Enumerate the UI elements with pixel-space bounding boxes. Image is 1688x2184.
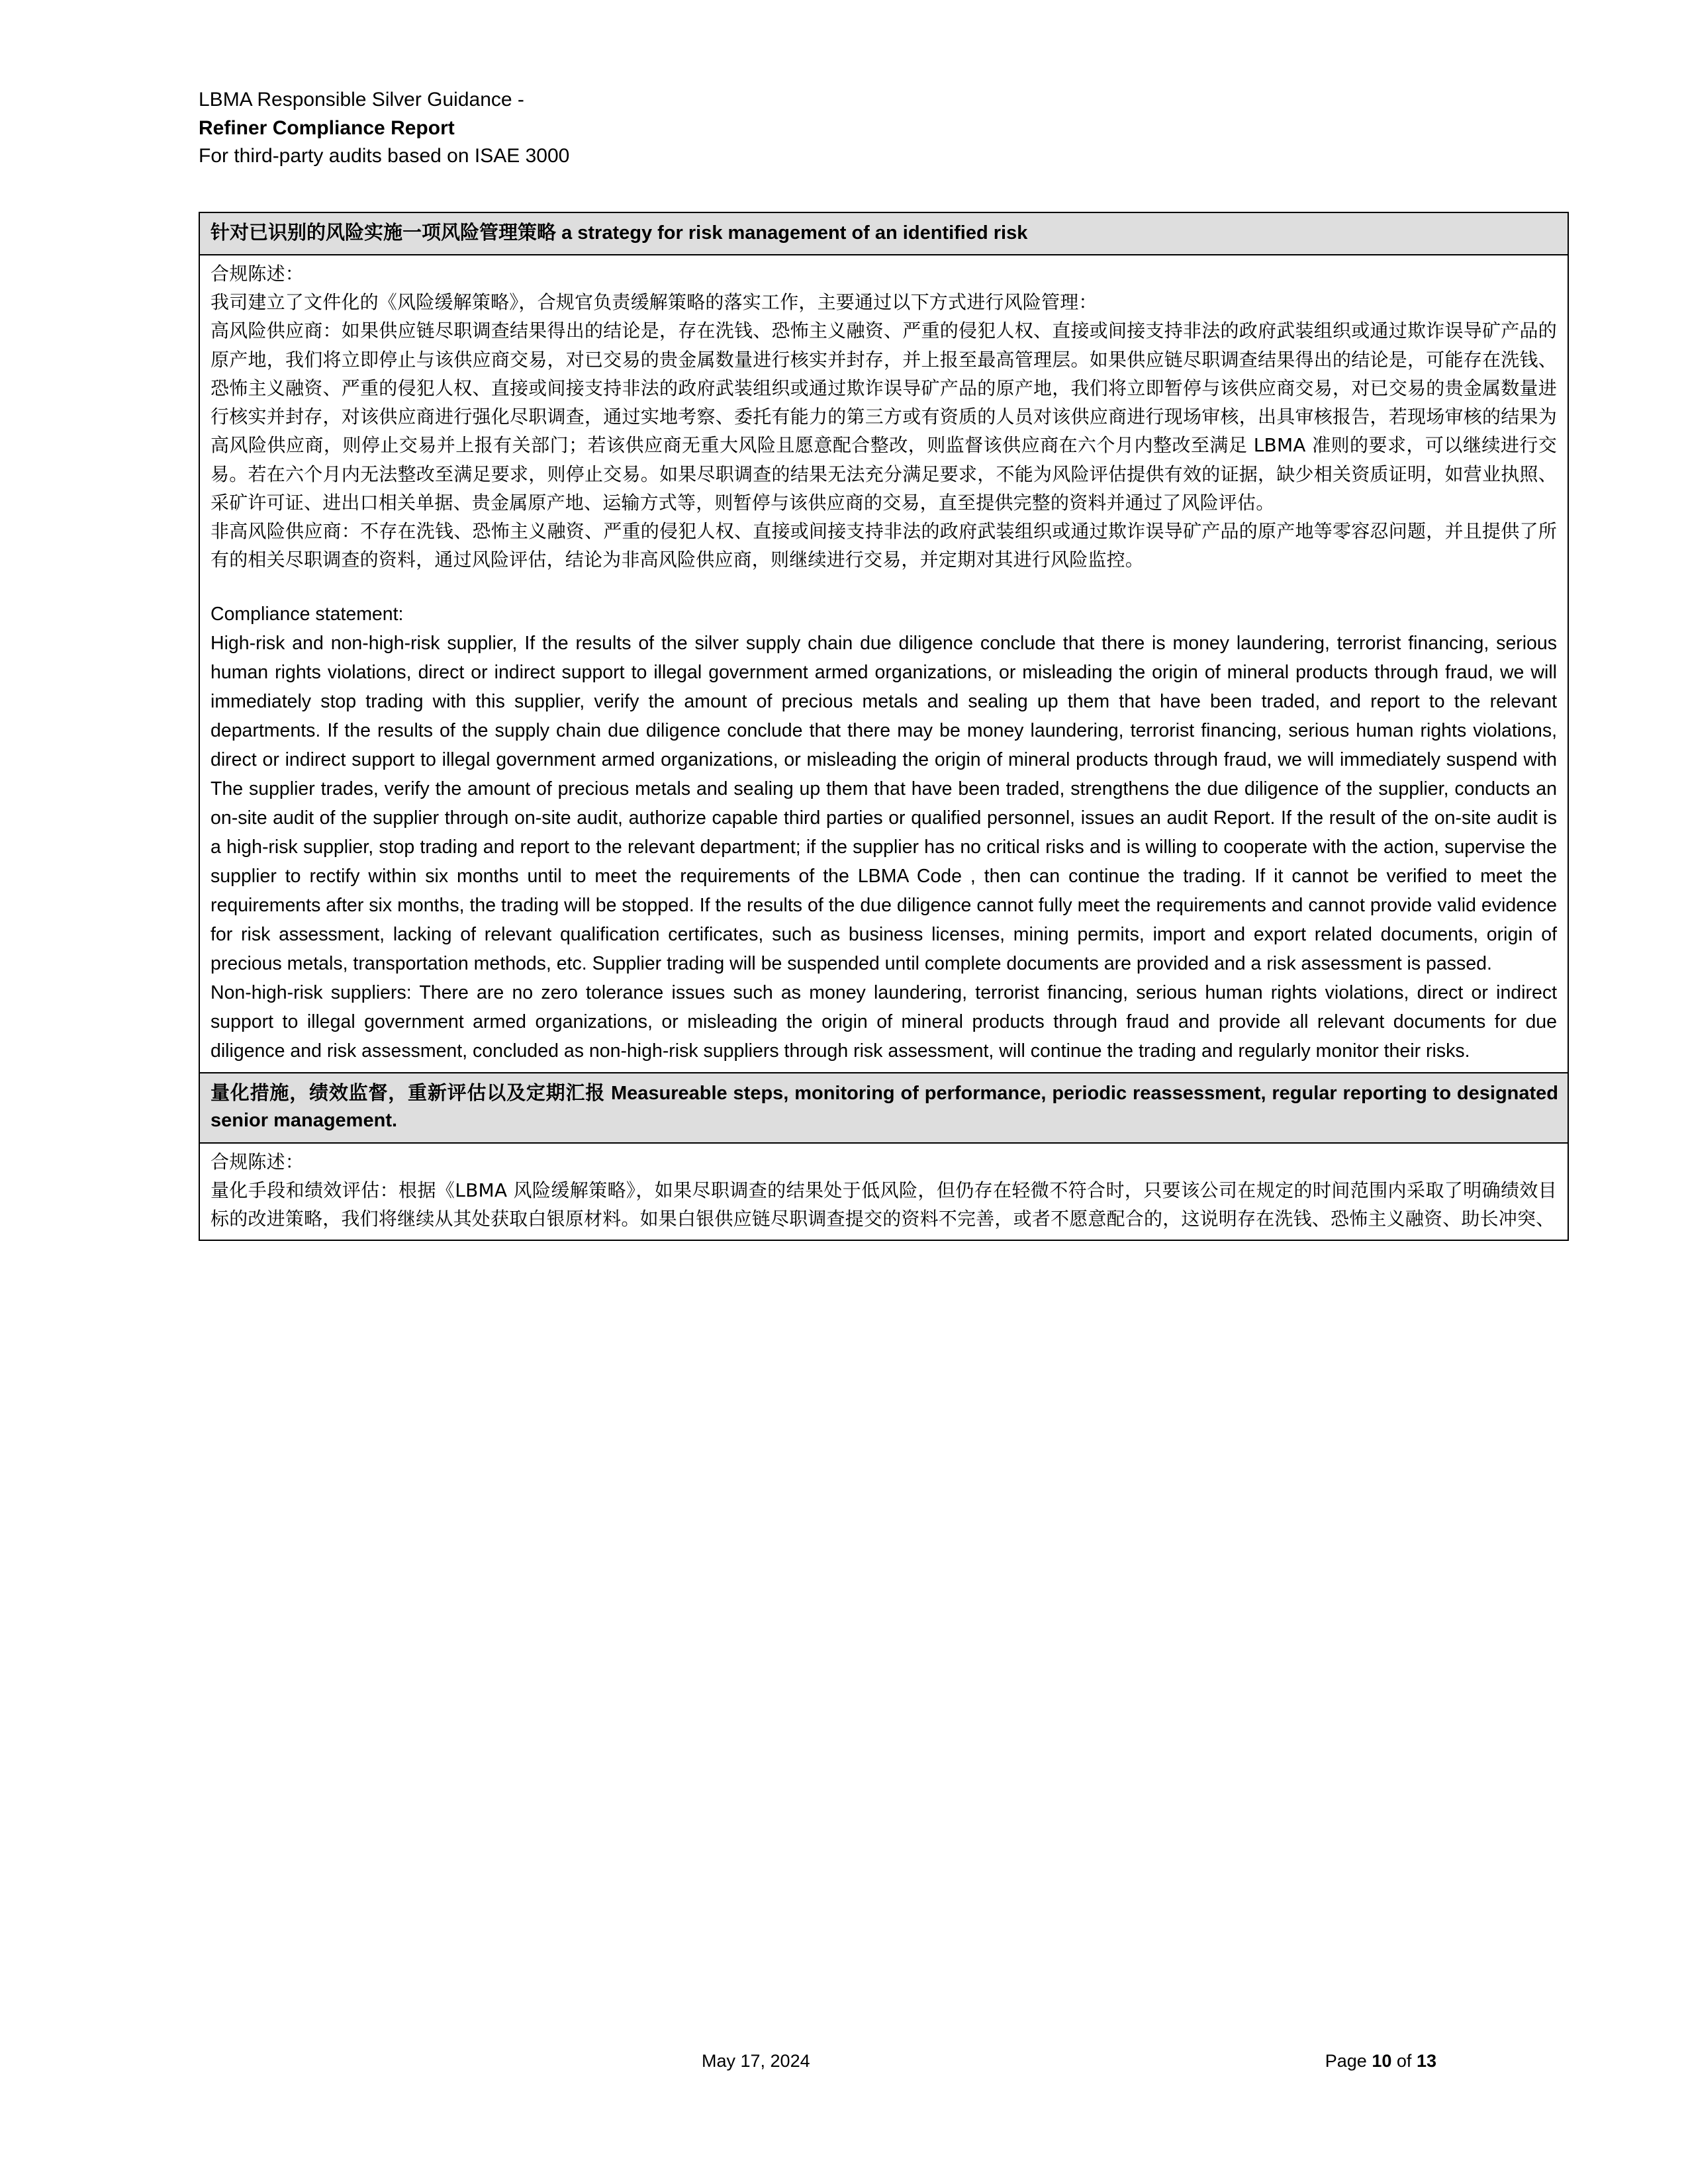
section-1-english-statement: [211, 600, 1557, 1066]
footer-pager: [1325, 2051, 1436, 2071]
section-1-spacer: [211, 574, 1557, 600]
footer-date: May 17, 2024: [702, 2051, 810, 2071]
header-line-2: Refiner Compliance Report: [199, 116, 455, 139]
section-2-chinese-statement: [211, 1148, 1557, 1234]
section-risk-management-strategy: [199, 212, 1569, 1073]
page-footer: [199, 2051, 1569, 2071]
section-1-en-paragraph-1: High-risk and non-high-risk supplier, If the results of the silver supply chain due diligence conclude that there is money laundering, terrorist financing, serious human rights violations, direct or indirect support to illegal government armed organizations, or misleading the origin of mineral products through fraud, we will immediately stop trading with this supplier, verify the amount of precious metals and sealing up them that have been traded, and report to the relevant departments. If the results of the supply chain due diligence conclude that there may be money laundering, terrorist financing, serious human rights violations, direct or indirect support to illegal government armed organizations, or misleading the origin of mineral products through fraud, we will immediately suspend with The supplier trades, verify the amount of precious metals and sealing up them that have been traded, strengthens the due diligence of the supplier, conducts an on-site audit of the supplier through on-site audit, authorize capable third parties or qualified personnel, issues an audit Report. If the result of the on-site audit is a high-risk supplier, stop trading and report to the relevant department; if the supplier has no critical risks and is willing to cooperate with the action, supervise the supplier to rectify within six months until to meet the requirements of the LBMA Code , then can continue the trading. If it cannot be verified to meet the requirements after six months, the trading will be stopped. If the results of the due diligence cannot fully meet the requirements and cannot provide valid evidence for risk assessment, lacking of relevant qualification certificates, such as business licenses, mining permits, import and export related documents, origin of precious metals, transportation methods, etc. Supplier trading will be suspended until complete documents are provided and a risk assessment is passed.: [211, 632, 1557, 975]
header-line-3: For third-party audits based on ISAE 3000: [199, 145, 570, 167]
section-1-title-cn: 针对已识别的风险实施一项风险管理策略: [211, 220, 557, 244]
header-line-1: LBMA Responsible Silver Guidance -: [199, 89, 524, 111]
footer-page-of: of: [1396, 2051, 1412, 2071]
section-1-cn-label: 合规陈述：: [211, 262, 305, 285]
section-1-chinese-statement: [211, 259, 1557, 574]
section-1-body: [200, 255, 1568, 1072]
section-2-title-en: Measureable steps, monitoring of performance, periodic reassessment, regular reporting to designated senior management.: [211, 1083, 1559, 1132]
section-1-en-label: Compliance statement:: [211, 603, 404, 625]
section-measureable-steps: [199, 1073, 1569, 1241]
section-2-title-cn: 量化措施，绩效监督，重新评估以及定期汇报: [211, 1081, 606, 1105]
section-1-title: [200, 213, 1568, 255]
section-1-cn-paragraph-1: 我司建立了文件化的《风险缓解策略》，合规官负责缓解策略的落实工作，主要通过以下方式进行风险管理：: [211, 291, 1098, 314]
footer-page-number: 10: [1372, 2051, 1392, 2071]
section-1-cn-paragraph-3: 非高风险供应商：不存在洗钱、恐怖主义融资、严重的侵犯人权、直接或间接支持非法的政府武装组织或通过欺诈误导矿产品的原产地等零容忍问题，并且提供了所有的相关尽职调查的资料，通过风险评估，结论为非高风险供应商，则继续进行交易，并定期对其进行风险监控。: [211, 520, 1557, 571]
section-1-title-en: a strategy for risk management of an identified risk: [561, 222, 1028, 244]
section-2-body: [200, 1144, 1568, 1240]
section-2-cn-label: 合规陈述：: [211, 1150, 305, 1173]
section-1-cn-paragraph-2: 高风险供应商：如果供应链尽职调查结果得出的结论是，存在洗钱、恐怖主义融资、严重的侵犯人权、直接或间接支持非法的政府武装组织或通过欺诈误导矿产品的原产地，我们将立即停止与该供应商交易，对已交易的贵金属数量进行核实并封存，并上报至最高管理层。如果供应链尽职调查结果得出的结论是，可能存在洗钱、恐怖主义融资、严重的侵犯人权、直接或间接支持非法的政府武装组织或通过欺诈误导矿产品的原产地，我们将立即暂停与该供应商交易，对已交易的贵金属数量进行核实并封存，对该供应商进行强化尽职调查，通过实地考察、委托有能力的第三方或有资质的人员对该供应商进行现场审核，出具审核报告，若现场审核的结果为高风险供应商，则停止交易并上报有关部门；若该供应商无重大风险且愿意配合整改，则监督该供应商在六个月内整改至满足 LBMA 准则的要求，可以继续进行交易。若在六个月内无法整改至满足要求，则停止交易。如果尽职调查的结果无法充分满足要求，不能为风险评估提供有效的证据，缺少相关资质证明，如营业执照、采矿许可证、进出口相关单据、贵金属原产地、运输方式等，则暂停与该供应商的交易，直至提供完整的资料并通过了风险评估。: [211, 320, 1557, 514]
section-1-en-paragraph-2: Non-high-risk suppliers: There are no zero tolerance issues such as money laundering, terrorist financing, serious human rights violations, direct or indirect support to illegal government armed organizations, or misleading the origin of mineral products through fraud and provide all relevant documents for due diligence and risk assessment, concluded as non-high-risk suppliers through risk assessment, will continue the trading and regularly monitor their risks.: [211, 982, 1557, 1062]
section-2-title: [200, 1073, 1568, 1143]
document-header: [199, 86, 1569, 171]
section-2-cn-paragraph-1: 量化手段和绩效评估：根据《LBMA 风险缓解策略》，如果尽职调查的结果处于低风险，但仍存在轻微不符合时，只要该公司在规定的时间范围内采取了明确绩效目标的改进策略，我们将继续从其处获取白银原材料。如果白银供应链尽职调查提交的资料不完善，或者不愿意配合的，这说明存在洗钱、恐怖主义融资、助长冲突、: [211, 1179, 1557, 1230]
footer-page-prefix: Page: [1325, 2051, 1367, 2071]
footer-page-total: 13: [1416, 2051, 1436, 2071]
